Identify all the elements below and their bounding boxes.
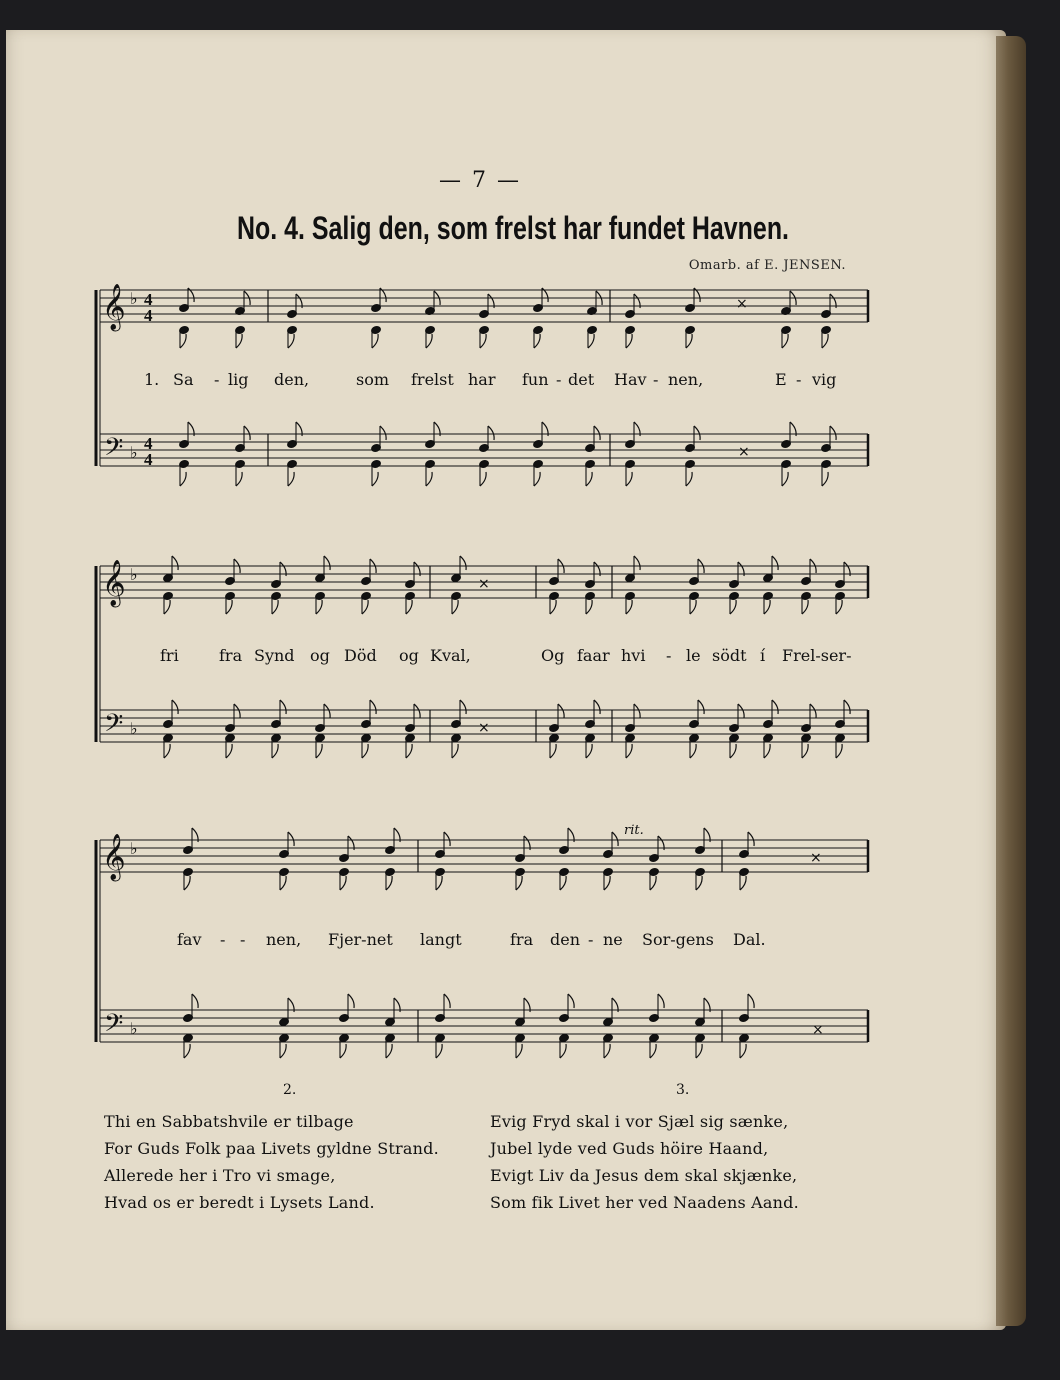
lyrics-system-1	[0, 370, 1060, 392]
verse-2	[104, 1108, 439, 1216]
note-flag	[244, 426, 250, 440]
repeat-measure-icon: ×	[738, 444, 750, 460]
note-flag	[772, 700, 778, 714]
note-flag	[782, 334, 788, 348]
note-flag	[604, 1044, 610, 1058]
note-flag	[634, 704, 640, 718]
note-flag	[406, 744, 412, 758]
time-signature: 4	[144, 450, 153, 469]
note-flag	[686, 334, 692, 348]
lyric-syllable: nen,	[266, 930, 302, 949]
note-flag	[558, 704, 564, 718]
note-flag	[738, 704, 744, 718]
note-flag	[810, 704, 816, 718]
note-flag	[594, 700, 600, 714]
flat-icon: ♭	[130, 443, 138, 462]
note-flag	[340, 1044, 346, 1058]
note-flag	[822, 472, 828, 486]
note-flag	[288, 472, 294, 486]
lyric-syllable: frelst	[411, 370, 454, 389]
lyric-syllable: le	[686, 646, 701, 665]
time-signature: 4	[144, 306, 153, 325]
note-flag	[180, 334, 186, 348]
note-flag	[844, 700, 850, 714]
note-flag	[444, 994, 450, 1008]
lyric-syllable: 1.	[144, 370, 160, 389]
note-flag	[612, 832, 618, 846]
verse-line: Hvad os er beredt i Lysets Land.	[104, 1193, 375, 1212]
note-flag	[836, 744, 842, 758]
note-flag	[772, 556, 778, 570]
lyric-syllable: -	[214, 370, 220, 389]
lyric-syllable: -	[556, 370, 562, 389]
lyric-syllable: hvi	[621, 646, 646, 665]
note-flag	[650, 876, 656, 890]
note-flag	[696, 876, 702, 890]
lyric-syllable: -	[666, 646, 672, 665]
lyric-syllable: södt	[712, 646, 747, 665]
note-flag	[362, 744, 368, 758]
note-flag	[184, 876, 190, 890]
note-flag	[658, 994, 664, 1008]
note-flag	[226, 600, 232, 614]
lyric-syllable: lig	[228, 370, 249, 389]
lyrics-system-3	[0, 930, 1060, 952]
verse-3-number: 3.	[676, 1082, 690, 1098]
note-flag	[626, 472, 632, 486]
note-flag	[172, 556, 178, 570]
note-flag	[594, 426, 600, 440]
note-flag	[730, 744, 736, 758]
lyric-syllable: faar	[577, 646, 610, 665]
note-flag	[740, 876, 746, 890]
flat-icon: ♭	[130, 289, 138, 308]
lyric-syllable: fun	[522, 370, 549, 389]
arranger-credit: Omarb. af E. JENSEN.	[688, 258, 846, 273]
note-flag	[488, 426, 494, 440]
lyric-syllable: Fjer-net	[328, 930, 393, 949]
note-flag	[452, 600, 458, 614]
note-flag	[588, 334, 594, 348]
time-signature: 4	[144, 434, 153, 453]
lyric-syllable: har	[468, 370, 496, 389]
flat-icon: ♭	[130, 1019, 138, 1038]
note-flag	[586, 472, 592, 486]
note-flag	[460, 556, 466, 570]
lyric-syllable: Kval,	[430, 646, 471, 665]
lyric-syllable: Synd	[254, 646, 295, 665]
note-flag	[480, 334, 486, 348]
note-flag	[686, 472, 692, 486]
note-flag	[452, 744, 458, 758]
lyric-syllable: -	[796, 370, 802, 389]
note-flag	[236, 334, 242, 348]
note-flag	[460, 700, 466, 714]
note-flag	[634, 556, 640, 570]
lyric-syllable: ne	[603, 930, 623, 949]
flat-icon: ♭	[130, 839, 138, 858]
verse-line: Thi en Sabbatshvile er tilbage	[104, 1112, 354, 1131]
lyrics-system-2	[0, 646, 1060, 668]
lyric-syllable: Dal.	[733, 930, 766, 949]
note-flag	[340, 876, 346, 890]
lyric-syllable: og	[310, 646, 330, 665]
note-flag	[586, 744, 592, 758]
time-signature: 4	[144, 290, 153, 309]
note-flag	[690, 600, 696, 614]
treble-clef-icon: 𝄞	[102, 834, 126, 880]
lyric-syllable: Frel-ser-	[782, 646, 852, 665]
lyric-syllable: fra	[219, 646, 243, 665]
note-flag	[534, 472, 540, 486]
note-flag	[516, 876, 522, 890]
note-flag	[184, 1044, 190, 1058]
flat-icon: ♭	[130, 565, 138, 584]
repeat-measure-icon: ×	[810, 850, 822, 866]
note-flag	[550, 744, 556, 758]
note-flag	[280, 876, 286, 890]
note-flag	[764, 744, 770, 758]
note-flag	[626, 744, 632, 758]
note-flag	[836, 600, 842, 614]
note-flag	[192, 994, 198, 1008]
note-flag	[830, 426, 836, 440]
note-flag	[550, 600, 556, 614]
note-flag	[534, 334, 540, 348]
lyric-syllable: den,	[274, 370, 310, 389]
note-flag	[288, 334, 294, 348]
note-flag	[698, 700, 704, 714]
note-flag	[748, 994, 754, 1008]
repeat-measure-icon: ×	[812, 1022, 824, 1038]
note-flag	[348, 994, 354, 1008]
note-flag	[436, 876, 442, 890]
ritardando-mark: rit.	[624, 823, 644, 838]
verse-line: Som fik Livet her ved Naadens Aand.	[490, 1193, 799, 1212]
note-flag	[436, 1044, 442, 1058]
note-flag	[748, 832, 754, 846]
lyric-syllable: den	[550, 930, 581, 949]
note-flag	[226, 744, 232, 758]
note-flag	[444, 832, 450, 846]
bass-clef-icon: 𝄢	[104, 709, 124, 744]
lyric-syllable: í	[760, 646, 766, 665]
note-flag	[426, 472, 432, 486]
repeat-measure-icon: ×	[478, 576, 490, 592]
lyric-syllable: som	[356, 370, 390, 389]
verse-line: Evigt Liv da Jesus dem skal skjænke,	[490, 1166, 798, 1185]
lyric-syllable: -	[220, 930, 226, 949]
note-flag	[386, 1044, 392, 1058]
lyric-syllable: fri	[160, 646, 179, 665]
repeat-measure-icon: ×	[736, 296, 748, 312]
page-number: — 7 —	[439, 168, 521, 193]
lyric-syllable: Hav	[614, 370, 647, 389]
lyric-syllable: -	[653, 370, 659, 389]
note-flag	[560, 1044, 566, 1058]
note-flag	[386, 876, 392, 890]
note-flag	[234, 704, 240, 718]
note-flag	[324, 556, 330, 570]
note-flag	[764, 600, 770, 614]
note-flag	[280, 1044, 286, 1058]
verse-line: Evig Fryd skal i vor Sjæl sig sænke,	[490, 1112, 789, 1131]
note-flag	[172, 700, 178, 714]
note-flag	[626, 600, 632, 614]
bass-clef-icon: 𝄢	[104, 433, 124, 468]
lyric-syllable: Sor-gens	[642, 930, 714, 949]
note-flag	[370, 700, 376, 714]
note-flag	[362, 600, 368, 614]
note-flag	[480, 472, 486, 486]
lyric-syllable: og	[399, 646, 419, 665]
note-flag	[164, 744, 170, 758]
lyric-syllable: -	[240, 930, 246, 949]
note-flag	[694, 426, 700, 440]
hymn-title: No. 4. Salig den, som frelst har fundet Havnen.	[237, 210, 789, 246]
note-flag	[568, 994, 574, 1008]
verse-3	[490, 1108, 799, 1216]
note-flag	[730, 600, 736, 614]
note-flag	[380, 426, 386, 440]
note-flag	[740, 1044, 746, 1058]
note-flag	[372, 334, 378, 348]
note-flag	[414, 704, 420, 718]
lyric-syllable: langt	[420, 930, 462, 949]
note-flag	[650, 1044, 656, 1058]
note-flag	[272, 600, 278, 614]
note-flag	[516, 1044, 522, 1058]
note-flag	[802, 744, 808, 758]
note-flag	[372, 472, 378, 486]
lyric-syllable: nen,	[668, 370, 704, 389]
lyric-syllable: vig	[812, 370, 837, 389]
note-flag	[236, 472, 242, 486]
lyric-syllable: Og	[541, 646, 565, 665]
note-flag	[324, 704, 330, 718]
note-flag	[560, 876, 566, 890]
lyric-syllable: -	[588, 930, 594, 949]
note-flag	[288, 832, 294, 846]
note-flag	[696, 1044, 702, 1058]
note-flag	[280, 700, 286, 714]
note-flag	[586, 600, 592, 614]
verse-line: Allerede her i Tro vi smage,	[104, 1166, 336, 1185]
note-flag	[180, 472, 186, 486]
note-flag	[604, 876, 610, 890]
lyric-syllable: Död	[344, 646, 377, 665]
lyric-syllable: fra	[510, 930, 534, 949]
note-flag	[626, 334, 632, 348]
treble-clef-icon: 𝄞	[102, 284, 126, 330]
treble-clef-icon: 𝄞	[102, 560, 126, 606]
verse-2-number: 2.	[283, 1082, 297, 1098]
lyric-syllable: E	[775, 370, 787, 389]
verse-line: Jubel lyde ved Guds höire Haand,	[490, 1139, 769, 1158]
bass-clef-icon: 𝄢	[104, 1009, 124, 1044]
verse-line: For Guds Folk paa Livets gyldne Strand.	[104, 1139, 439, 1158]
note-flag	[316, 600, 322, 614]
lyric-syllable: Sa	[173, 370, 194, 389]
note-flag	[272, 744, 278, 758]
note-flag	[782, 472, 788, 486]
note-flag	[164, 600, 170, 614]
lyric-syllable: fav	[177, 930, 202, 949]
note-flag	[406, 600, 412, 614]
note-flag	[316, 744, 322, 758]
note-flag	[822, 334, 828, 348]
note-flag	[802, 600, 808, 614]
note-flag	[426, 334, 432, 348]
lyric-syllable: det	[568, 370, 595, 389]
repeat-measure-icon: ×	[478, 720, 490, 736]
flat-icon: ♭	[130, 719, 138, 738]
note-flag	[690, 744, 696, 758]
